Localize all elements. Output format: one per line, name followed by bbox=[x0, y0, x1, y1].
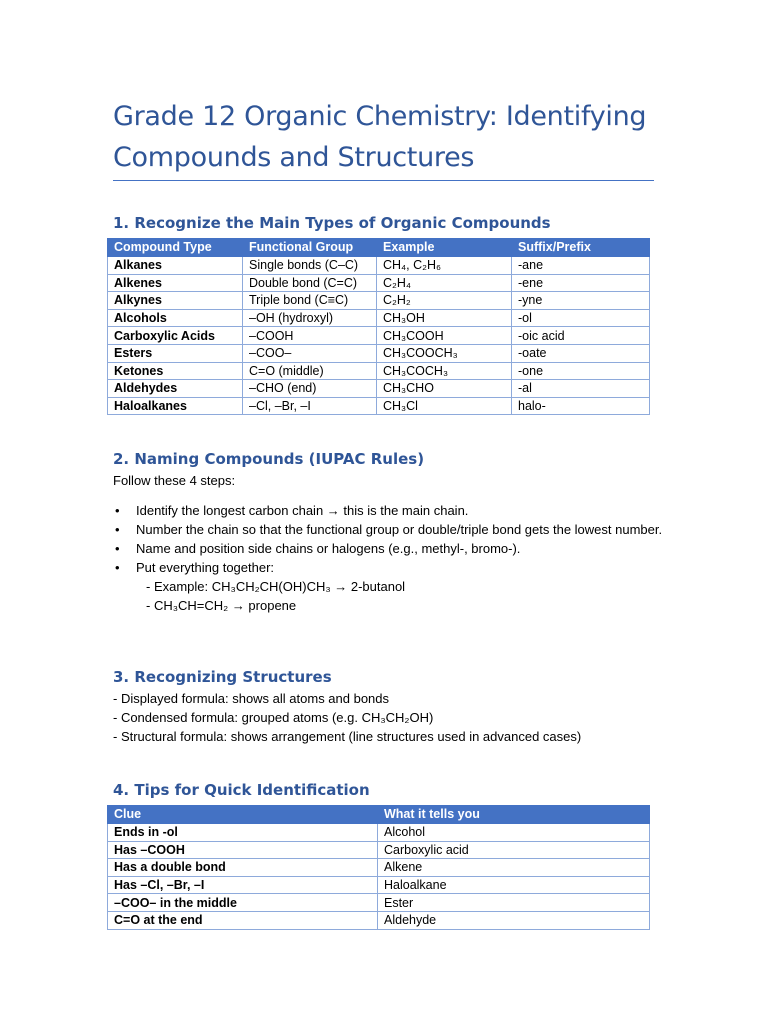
list-item bbox=[113, 520, 663, 539]
step-text: Name and position side chains or halogens (e.g., methyl-, bromo-). bbox=[136, 541, 521, 556]
functional-group-cell: Double bond (C=C) bbox=[243, 274, 377, 292]
example-cell: C₂H₄ bbox=[377, 274, 512, 292]
suffix-cell: -al bbox=[512, 380, 650, 398]
suffix-cell: -oic acid bbox=[512, 327, 650, 345]
column-header: Suffix/Prefix bbox=[512, 239, 650, 257]
compound-type-cell: Alkanes bbox=[108, 257, 243, 275]
suffix-cell: -ene bbox=[512, 274, 650, 292]
compound-types-table bbox=[107, 238, 650, 415]
column-header: Clue bbox=[108, 806, 378, 824]
column-header: Compound Type bbox=[108, 239, 243, 257]
naming-steps-list bbox=[113, 501, 663, 615]
functional-group-cell: –COO– bbox=[243, 344, 377, 362]
table-row bbox=[108, 824, 650, 842]
step-text: Put everything together: bbox=[136, 560, 275, 575]
example-cell: CH₃OH bbox=[377, 309, 512, 327]
suffix-cell: -yne bbox=[512, 292, 650, 310]
table-header-row bbox=[108, 239, 650, 257]
table-row bbox=[108, 380, 650, 398]
table-row bbox=[108, 894, 650, 912]
example-cell: CH₄, C₂H₆ bbox=[377, 257, 512, 275]
compound-type-cell: Alkynes bbox=[108, 292, 243, 310]
meaning-cell: Alcohol bbox=[378, 824, 650, 842]
bullet-icon: • bbox=[115, 541, 120, 556]
list-item bbox=[113, 501, 663, 520]
section-4-heading: 4. Tips for Quick Identification bbox=[113, 781, 370, 799]
table-header-row bbox=[108, 806, 650, 824]
example-cell: CH₃COCH₃ bbox=[377, 362, 512, 380]
section-1-heading: 1. Recognize the Main Types of Organic Compounds bbox=[113, 214, 551, 232]
compound-type-cell: Carboxylic Acids bbox=[108, 327, 243, 345]
list-item bbox=[113, 558, 663, 615]
column-header: Functional Group bbox=[243, 239, 377, 257]
step-text: Number the chain so that the functional group or double/triple bond gets the lowest number. bbox=[136, 522, 663, 537]
table-row bbox=[108, 274, 650, 292]
compound-type-cell: Aldehydes bbox=[108, 380, 243, 398]
example-cell: C₂H₂ bbox=[377, 292, 512, 310]
functional-group-cell: –OH (hydroxyl) bbox=[243, 309, 377, 327]
compound-type-cell: Ketones bbox=[108, 362, 243, 380]
example-line: - CH₃CH=CH₂ → propene bbox=[146, 598, 297, 613]
clue-cell: Ends in -ol bbox=[108, 824, 378, 842]
suffix-cell: -oate bbox=[512, 344, 650, 362]
table-row bbox=[108, 257, 650, 275]
example-line: - Example: CH₃CH₂CH(OH)CH₃ → 2-butanol bbox=[146, 579, 406, 594]
compound-type-cell: Alcohols bbox=[108, 309, 243, 327]
section-3-heading: 3. Recognizing Structures bbox=[113, 668, 332, 686]
table-row bbox=[108, 397, 650, 415]
example-cell: CH₃Cl bbox=[377, 397, 512, 415]
structure-line: - Condensed formula: grouped atoms (e.g. CH₃CH₂OH) bbox=[113, 710, 434, 725]
functional-group-cell: Triple bond (C≡C) bbox=[243, 292, 377, 310]
list-item bbox=[113, 539, 663, 558]
quick-identification-table bbox=[107, 805, 650, 930]
compound-type-cell: Alkenes bbox=[108, 274, 243, 292]
example-cell: CH₃COOCH₃ bbox=[377, 344, 512, 362]
suffix-cell: -one bbox=[512, 362, 650, 380]
meaning-cell: Carboxylic acid bbox=[378, 841, 650, 859]
section-2-heading: 2. Naming Compounds (IUPAC Rules) bbox=[113, 450, 425, 468]
steps-intro: Follow these 4 steps: bbox=[113, 473, 236, 488]
table-row bbox=[108, 292, 650, 310]
bullet-icon: • bbox=[115, 522, 120, 537]
title-underline bbox=[113, 180, 654, 181]
bullet-icon: • bbox=[115, 503, 120, 518]
meaning-cell: Ester bbox=[378, 894, 650, 912]
functional-group-cell: –Cl, –Br, –I bbox=[243, 397, 377, 415]
meaning-cell: Alkene bbox=[378, 859, 650, 877]
structure-line: - Structural formula: shows arrangement (line structures used in advanced cases) bbox=[113, 729, 582, 744]
clue-cell: Has –Cl, –Br, –I bbox=[108, 876, 378, 894]
suffix-cell: halo- bbox=[512, 397, 650, 415]
page-title: Grade 12 Organic Chemistry: Identifying Compounds and Structures bbox=[113, 101, 647, 173]
functional-group-cell: –COOH bbox=[243, 327, 377, 345]
column-header: What it tells you bbox=[378, 806, 650, 824]
functional-group-cell: C=O (middle) bbox=[243, 362, 377, 380]
functional-group-cell: –CHO (end) bbox=[243, 380, 377, 398]
table-row bbox=[108, 309, 650, 327]
table-row bbox=[108, 876, 650, 894]
table-row bbox=[108, 344, 650, 362]
table-row bbox=[108, 362, 650, 380]
table-row bbox=[108, 911, 650, 929]
example-cell: CH₃CHO bbox=[377, 380, 512, 398]
column-header: Example bbox=[377, 239, 512, 257]
table-row bbox=[108, 327, 650, 345]
meaning-cell: Haloalkane bbox=[378, 876, 650, 894]
bullet-icon: • bbox=[115, 560, 120, 575]
compound-type-cell: Haloalkanes bbox=[108, 397, 243, 415]
meaning-cell: Aldehyde bbox=[378, 911, 650, 929]
functional-group-cell: Single bonds (C–C) bbox=[243, 257, 377, 275]
clue-cell: Has a double bond bbox=[108, 859, 378, 877]
compound-type-cell: Esters bbox=[108, 344, 243, 362]
example-cell: CH₃COOH bbox=[377, 327, 512, 345]
clue-cell: Has –COOH bbox=[108, 841, 378, 859]
suffix-cell: -ane bbox=[512, 257, 650, 275]
step-text: Identify the longest carbon chain → this is the main chain. bbox=[136, 503, 469, 518]
table-row bbox=[108, 841, 650, 859]
structure-line: - Displayed formula: shows all atoms and bonds bbox=[113, 691, 390, 706]
clue-cell: C=O at the end bbox=[108, 911, 378, 929]
clue-cell: –COO– in the middle bbox=[108, 894, 378, 912]
table-row bbox=[108, 859, 650, 877]
suffix-cell: -ol bbox=[512, 309, 650, 327]
